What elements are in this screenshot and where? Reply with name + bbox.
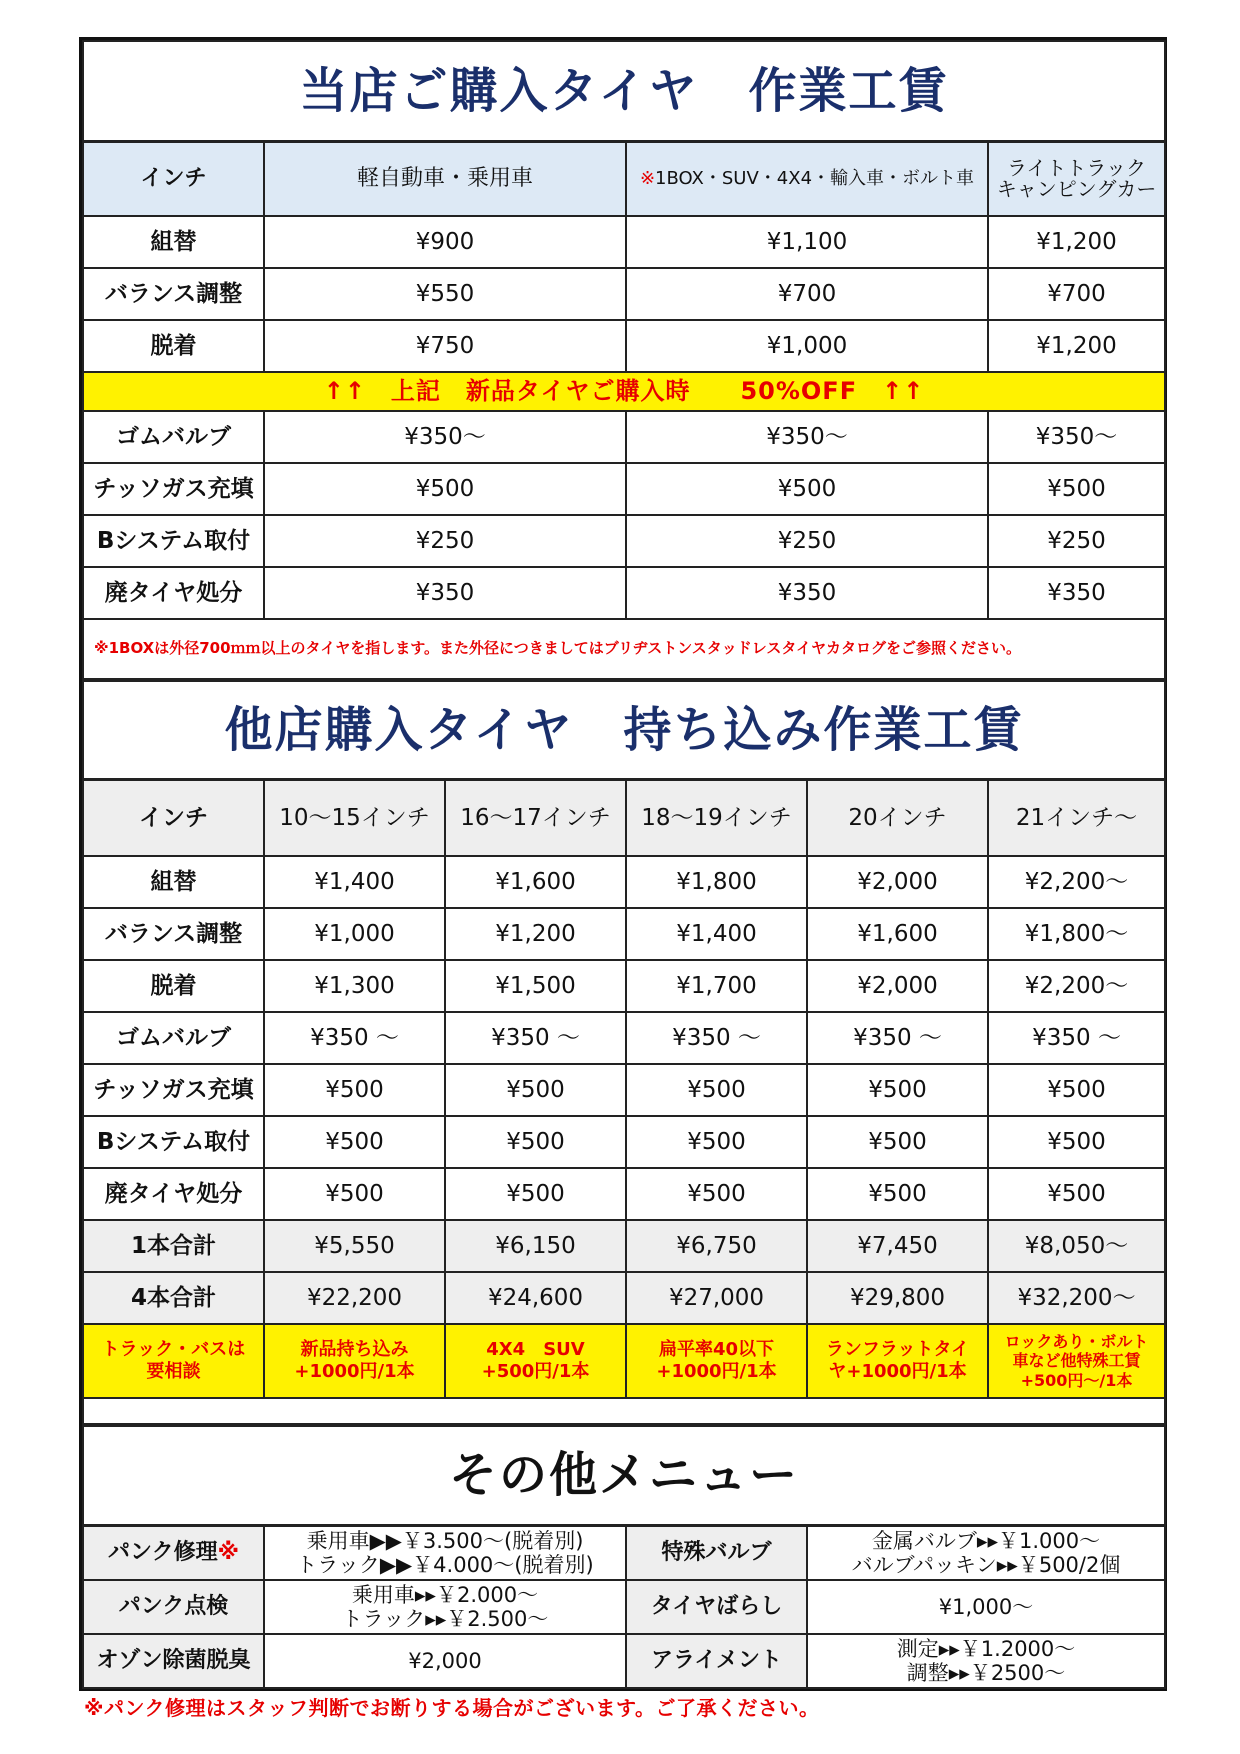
- extra-charge-line: +1000円/1本: [656, 1361, 777, 1382]
- bring-in-table: [82, 680, 1166, 1425]
- menu-label-text: パンク点検: [118, 1594, 229, 1620]
- extra-charge-cell: [626, 1324, 807, 1398]
- row-label: 1本合計: [83, 1220, 264, 1272]
- menu-price: [264, 1634, 626, 1688]
- price-cell: ¥32,200〜: [988, 1272, 1165, 1324]
- extra-charge-line: +1000円/1本: [294, 1361, 415, 1382]
- header-inch: インチ: [83, 142, 264, 217]
- row-label: ゴムバルブ: [83, 411, 264, 463]
- header-1box-suv-label: 1BOX・SUV・4X4・輸入車・ボルト車: [655, 167, 975, 189]
- own-purchase-table: [82, 40, 1166, 680]
- header-size: 20インチ: [807, 780, 988, 857]
- price-cell: ¥350: [264, 567, 626, 619]
- price-cell: ¥1,600: [807, 908, 988, 960]
- footer-note: ※パンク修理はスタッフ判断でお断りする場合がございます。ご了承ください。: [84, 1696, 820, 1720]
- price-cell: ¥1,200: [445, 908, 626, 960]
- price-row: [83, 320, 1165, 372]
- header-size: 21インチ〜: [988, 780, 1165, 857]
- price-row: [83, 567, 1165, 619]
- menu-price: [264, 1580, 626, 1634]
- menu-row: [83, 1580, 1165, 1634]
- note-mark: ※: [217, 1540, 239, 1566]
- price-row: [83, 411, 1165, 463]
- price-cell: ¥1,400: [626, 908, 807, 960]
- menu-price-line: 乗用車▶▶￥3.500〜(脱着別): [306, 1528, 584, 1553]
- price-cell: ¥500: [264, 1064, 445, 1116]
- price-cell: ¥700: [988, 268, 1165, 320]
- price-cell: ¥1,200: [988, 320, 1165, 372]
- price-cell: ¥250: [264, 515, 626, 567]
- extra-charge-line: ロックあり・ボルト: [1004, 1332, 1149, 1352]
- menu-price-line: ¥1,000〜: [938, 1594, 1034, 1619]
- price-cell: ¥500: [445, 1064, 626, 1116]
- price-cell: ¥1,400: [264, 856, 445, 908]
- price-row: [83, 856, 1165, 908]
- extra-charge-line: 扁平率40以下: [658, 1339, 775, 1361]
- price-cell: ¥500: [988, 1064, 1165, 1116]
- price-row: [83, 908, 1165, 960]
- header-inch: インチ: [83, 780, 264, 857]
- price-cell: ¥24,600: [445, 1272, 626, 1324]
- total-row: [83, 1272, 1165, 1324]
- header-light-truck-l1: ライトトラック: [1007, 156, 1147, 180]
- extra-charge-cell: [264, 1324, 445, 1398]
- row-label: 組替: [83, 216, 264, 268]
- price-cell: ¥2,200〜: [988, 960, 1165, 1012]
- extra-charge-line: 4X4 SUV: [486, 1339, 585, 1361]
- row-label: 4本合計: [83, 1272, 264, 1324]
- price-cell: ¥22,200: [264, 1272, 445, 1324]
- price-row: [83, 1064, 1165, 1116]
- price-cell: ¥8,050〜: [988, 1220, 1165, 1272]
- header-light-truck: [988, 142, 1165, 217]
- row-label: チッソガス充填: [83, 1064, 264, 1116]
- price-row: [83, 515, 1165, 567]
- menu-price-line: 乗用車▸▸￥2.000〜: [351, 1582, 539, 1607]
- price-cell: ¥6,750: [626, 1220, 807, 1272]
- extra-charge-cell: [83, 1324, 264, 1398]
- row-label: ゴムバルブ: [83, 1012, 264, 1064]
- price-cell: ¥1,800: [626, 856, 807, 908]
- price-cell: ¥500: [264, 1116, 445, 1168]
- price-cell: ¥6,150: [445, 1220, 626, 1272]
- menu-label: [83, 1580, 264, 1634]
- price-cell: ¥500: [626, 1168, 807, 1220]
- header-size: 10〜15インチ: [264, 780, 445, 857]
- row-label: 脱着: [83, 320, 264, 372]
- menu-price: [264, 1526, 626, 1581]
- section3-title: その他メニュー: [83, 1426, 1165, 1526]
- menu-price: [807, 1580, 1165, 1634]
- price-cell: ¥350〜: [264, 411, 626, 463]
- price-cell: ¥350 〜: [807, 1012, 988, 1064]
- price-row: [83, 216, 1165, 268]
- price-row: [83, 463, 1165, 515]
- menu-price-line: 測定▸▸￥1.2000〜: [896, 1636, 1076, 1661]
- price-cell: ¥1,300: [264, 960, 445, 1012]
- price-cell: ¥500: [445, 1168, 626, 1220]
- discount-banner: ↑↑ 上記 新品タイヤご購入時 50%OFF ↑↑: [83, 372, 1165, 411]
- price-cell: ¥350〜: [626, 411, 988, 463]
- price-sheet: [79, 37, 1167, 1691]
- price-cell: ¥1,200: [988, 216, 1165, 268]
- menu-price-line: トラック▸▸￥2.500〜: [341, 1607, 549, 1631]
- price-cell: ¥1,100: [626, 216, 988, 268]
- extra-charge-line: ヤ+1000円/1本: [828, 1361, 967, 1382]
- extra-charge-cell: [988, 1324, 1165, 1398]
- row-label: 脱着: [83, 960, 264, 1012]
- row-label: チッソガス充填: [83, 463, 264, 515]
- menu-label-text: オゾン除菌脱臭: [96, 1648, 251, 1674]
- note-mark: ※: [639, 167, 656, 189]
- 1box-note: ※1BOXは外径700ｍｍ以上のタイヤを指します。また外径につきましてはブリヂストンスタッドレスタイヤカタログをご参照ください。: [83, 619, 1165, 679]
- menu-row: [83, 1526, 1165, 1581]
- section1-title: 当店ご購入タイヤ 作業工賃: [83, 41, 1165, 142]
- price-cell: ¥500: [988, 463, 1165, 515]
- extra-charge-line: 要相談: [146, 1361, 201, 1382]
- price-cell: ¥27,000: [626, 1272, 807, 1324]
- menu-price-line: バルブパッキン▸▸￥500/2個: [851, 1553, 1121, 1577]
- header-kei-sedan: 軽自動車・乗用車: [264, 142, 626, 217]
- header-size: 16〜17インチ: [445, 780, 626, 857]
- price-cell: ¥2,000: [807, 960, 988, 1012]
- row-label: バランス調整: [83, 908, 264, 960]
- menu-row: [83, 1634, 1165, 1688]
- price-cell: ¥500: [445, 1116, 626, 1168]
- price-cell: ¥500: [988, 1116, 1165, 1168]
- menu-label: [83, 1634, 264, 1688]
- price-cell: ¥1,000: [626, 320, 988, 372]
- price-cell: ¥750: [264, 320, 626, 372]
- price-cell: ¥350: [626, 567, 988, 619]
- extra-charge-line: ランフラットタイ: [825, 1339, 970, 1361]
- price-cell: ¥350 〜: [626, 1012, 807, 1064]
- header-light-truck-l2: キャンピングカー: [996, 177, 1157, 201]
- spacer: [83, 1398, 1165, 1424]
- menu-price-line: 金属バルブ▸▸￥1.000〜: [871, 1528, 1101, 1553]
- row-label: 廃タイヤ処分: [83, 1168, 264, 1220]
- price-cell: ¥2,200〜: [988, 856, 1165, 908]
- price-cell: ¥350 〜: [988, 1012, 1165, 1064]
- row-label: バランス調整: [83, 268, 264, 320]
- price-cell: ¥700: [626, 268, 988, 320]
- price-cell: ¥5,550: [264, 1220, 445, 1272]
- price-cell: ¥1,500: [445, 960, 626, 1012]
- price-cell: ¥2,000: [807, 856, 988, 908]
- menu-price-line: ¥2,000: [408, 1648, 482, 1673]
- price-cell: ¥350〜: [988, 411, 1165, 463]
- extra-charge-line: +500円/1本: [481, 1361, 590, 1382]
- total-row: [83, 1220, 1165, 1272]
- menu-label: [83, 1526, 264, 1581]
- menu-label: 特殊バルブ: [626, 1526, 807, 1581]
- price-cell: ¥29,800: [807, 1272, 988, 1324]
- extra-charge-line: トラック・バスは: [101, 1339, 246, 1361]
- price-cell: ¥1,600: [445, 856, 626, 908]
- price-cell: ¥350 〜: [445, 1012, 626, 1064]
- price-cell: ¥7,450: [807, 1220, 988, 1272]
- header-size: 18〜19インチ: [626, 780, 807, 857]
- menu-price: [807, 1526, 1165, 1581]
- price-cell: ¥1,000: [264, 908, 445, 960]
- price-cell: ¥350 〜: [264, 1012, 445, 1064]
- menu-label-text: パンク修理: [108, 1540, 218, 1566]
- menu-price-line: トラック▶▶￥4.000〜(脱着別): [296, 1553, 594, 1577]
- header-1box-suv: [626, 142, 988, 217]
- row-label: 廃タイヤ処分: [83, 567, 264, 619]
- extra-charge-line: 新品持ち込み: [300, 1339, 409, 1361]
- other-menu-table: [82, 1425, 1166, 1689]
- price-cell: ¥250: [988, 515, 1165, 567]
- extra-charge-cell: [807, 1324, 988, 1398]
- menu-label: タイヤばらし: [626, 1580, 807, 1634]
- price-row: [83, 1012, 1165, 1064]
- extra-charge-line: +500円〜/1本: [1020, 1370, 1133, 1390]
- price-cell: ¥500: [264, 1168, 445, 1220]
- row-label: Bシステム取付: [83, 1116, 264, 1168]
- extra-charge-line: 車など他特殊工賃: [1012, 1351, 1141, 1371]
- menu-price: [807, 1634, 1165, 1688]
- price-cell: ¥1,700: [626, 960, 807, 1012]
- price-cell: ¥500: [264, 463, 626, 515]
- price-cell: ¥1,800〜: [988, 908, 1165, 960]
- extra-charge-cell: [445, 1324, 626, 1398]
- row-label: Bシステム取付: [83, 515, 264, 567]
- price-cell: ¥550: [264, 268, 626, 320]
- price-cell: ¥350: [988, 567, 1165, 619]
- price-row: [83, 960, 1165, 1012]
- price-cell: ¥500: [988, 1168, 1165, 1220]
- price-row: [83, 1168, 1165, 1220]
- row-label: 組替: [83, 856, 264, 908]
- price-cell: ¥900: [264, 216, 626, 268]
- section2-title: 他店購入タイヤ 持ち込み作業工賃: [83, 681, 1165, 780]
- price-cell: ¥500: [626, 1064, 807, 1116]
- price-cell: ¥500: [626, 463, 988, 515]
- price-row: [83, 268, 1165, 320]
- price-cell: ¥250: [626, 515, 988, 567]
- price-cell: ¥500: [807, 1116, 988, 1168]
- price-cell: ¥500: [807, 1168, 988, 1220]
- price-cell: ¥500: [807, 1064, 988, 1116]
- price-row: [83, 1116, 1165, 1168]
- menu-price-line: 調整▸▸￥2500〜: [906, 1661, 1066, 1685]
- price-cell: ¥500: [626, 1116, 807, 1168]
- menu-label: アライメント: [626, 1634, 807, 1688]
